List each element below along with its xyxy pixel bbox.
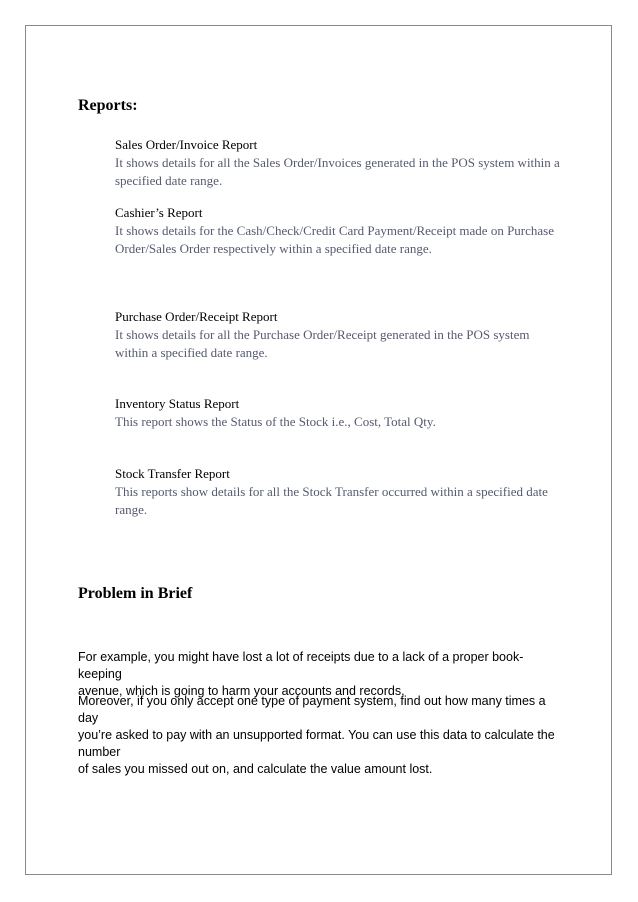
report-description-line: It shows details for the Cash/Check/Credit Card Payment/Receipt made on Purchase	[115, 223, 555, 238]
paragraph-line: of sales you missed out on, and calculate the value amount lost.	[78, 762, 433, 776]
report-stock-transfer	[115, 465, 565, 519]
report-description-line: Order/Sales Order respectively within a specified date range.	[115, 241, 432, 256]
problem-heading: Problem in Brief	[78, 585, 193, 602]
report-description-line: This report shows the Status of the Stock i.e., Cost, Total Qty.	[115, 414, 436, 429]
report-description-line: It shows details for all the Purchase Order/Receipt generated in the POS system	[115, 327, 530, 342]
report-description-line: range.	[115, 502, 148, 517]
reports-heading: Reports:	[78, 97, 138, 114]
report-title: Purchase Order/Receipt Report	[115, 309, 278, 324]
paragraph-line: you’re asked to pay with an unsupported format. You can use this data to calculate the number	[78, 728, 555, 759]
report-description-line: This reports show details for all the Stock Transfer occurred within a specified date	[115, 484, 548, 499]
paragraph-line: avenue, which is going to harm your accounts and records.	[78, 684, 405, 698]
report-title: Cashier’s Report	[115, 205, 203, 220]
report-description-line: specified date range.	[115, 173, 223, 188]
paragraph-line: For example, you might have lost a lot of receipts due to a lack of a proper book-keeping	[78, 650, 524, 681]
report-description-line: within a specified date range.	[115, 345, 268, 360]
report-inventory-status	[115, 395, 565, 431]
report-cashier	[115, 204, 565, 258]
problem-paragraph	[78, 693, 561, 778]
report-sales-order-invoice	[115, 136, 565, 190]
report-description-line: It shows details for all the Sales Order/Invoices generated in the POS system within a	[115, 155, 560, 170]
report-title: Sales Order/Invoice Report	[115, 137, 258, 152]
report-purchase-order-receipt	[115, 308, 565, 362]
report-title: Inventory Status Report	[115, 396, 240, 411]
paragraph-line: Moreover, if you only accept one type of payment system, find out how many times a day	[78, 694, 546, 725]
report-title: Stock Transfer Report	[115, 466, 230, 481]
